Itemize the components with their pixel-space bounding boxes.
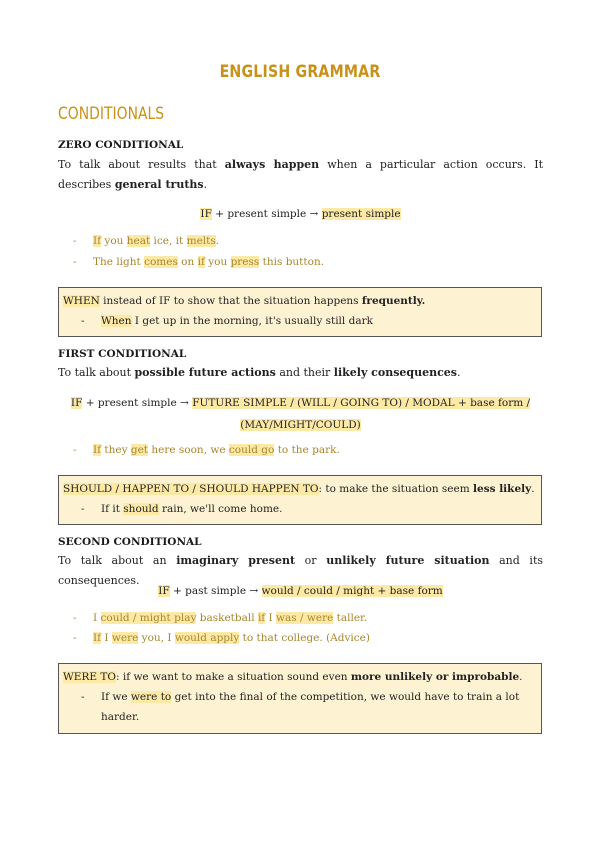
first-note-box bbox=[58, 475, 542, 525]
zero-example-2: - The light comes on if you press this button. bbox=[73, 256, 325, 268]
zero-example-1: - If you heat ice, it melts. bbox=[73, 235, 220, 247]
second-note-box bbox=[58, 663, 542, 734]
first-conditional-formula: IF + present simple → FUTURE SIMPLE / (WILL / GOING TO) / MODAL + base form / (MAY/MIGHT/COULD) bbox=[70, 397, 531, 431]
section-title: CONDITIONALS bbox=[58, 104, 165, 124]
first-example-1: - If they get here soon, we could go to the park. bbox=[73, 444, 340, 456]
second-conditional-heading: SECOND CONDITIONAL bbox=[58, 536, 202, 548]
second-example-2: - If I were you, I would apply to that college. (Advice) bbox=[73, 632, 370, 644]
zero-conditional-heading: ZERO CONDITIONAL bbox=[58, 139, 184, 151]
second-conditional-formula: IF + past simple → would / could / might + base form bbox=[158, 585, 443, 597]
second-note-text: WERE TO: if we want to make a situation sound even more unlikely or improbable. bbox=[63, 671, 523, 683]
second-note-example-continued: harder. bbox=[101, 711, 140, 723]
document-title: ENGLISH GRAMMAR bbox=[219, 62, 381, 81]
first-conditional-heading: FIRST CONDITIONAL bbox=[58, 348, 187, 360]
zero-note-text: WHEN instead of IF to show that the situation happens frequently. bbox=[63, 295, 426, 307]
zero-note-example: - When I get up in the morning, it's usually still dark bbox=[81, 315, 373, 327]
first-conditional-description: To talk about possible future actions and their likely consequences. bbox=[58, 366, 461, 379]
second-conditional-description: To talk about an imaginary present or unlikely future situation and its consequences. bbox=[58, 554, 544, 587]
zero-conditional-formula: IF + present simple → present simple bbox=[200, 208, 401, 220]
zero-conditional-description: To talk about results that always happen when a particular action occurs. It describes general truths. bbox=[58, 158, 543, 191]
first-note-text: SHOULD / HAPPEN TO / SHOULD HAPPEN TO: to make the situation seem less likely. bbox=[63, 483, 535, 495]
zero-note-box bbox=[58, 287, 542, 337]
second-example-1: - I could / might play basketball if I was / were taller. bbox=[73, 612, 368, 624]
first-note-example: - If it should rain, we'll come home. bbox=[81, 503, 283, 515]
second-note-example: - If we were to get into the final of the competition, we would have to train a lot bbox=[81, 691, 520, 703]
